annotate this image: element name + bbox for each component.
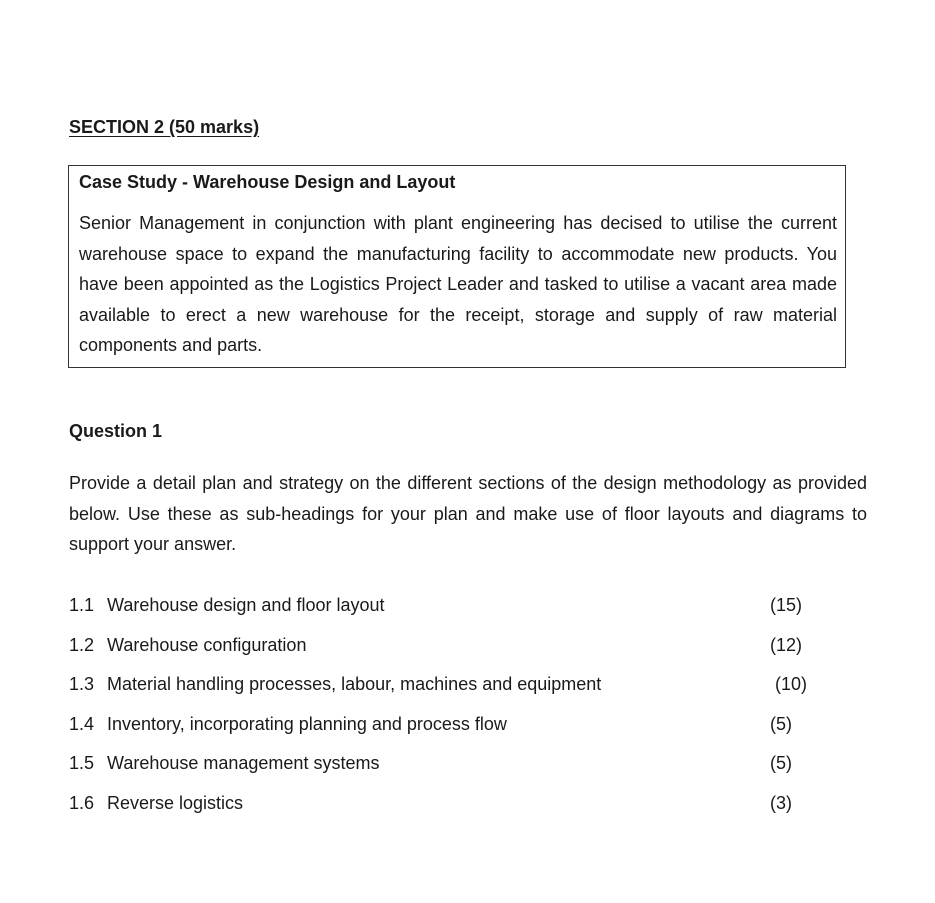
item-marks: (3) <box>770 792 792 813</box>
item-label: Inventory, incorporating planning and process flow <box>107 713 507 734</box>
case-study-title: Case Study - Warehouse Design and Layout <box>79 172 456 192</box>
item-number: 1.6 <box>69 792 95 813</box>
question-items-list <box>69 590 829 827</box>
question-heading: Question 1 <box>69 421 163 441</box>
question-item <box>69 748 829 788</box>
item-label: Warehouse configuration <box>107 634 307 655</box>
question-item <box>69 709 829 749</box>
case-study-body: Senior Management in conjunction with plant engineering has decised to utilise the current warehouse space to expand the manufacturing facility to accommodate new products. You have been appointed as the Logistics Project Leader and tasked to utilise a vacant area made available to erect a new warehouse for the receipt, storage and supply of raw material components and parts. <box>79 213 837 355</box>
question-text: Provide a detail plan and strategy on the different sections of the design methodology as provided below. Use these as sub-headings for your plan and make use of floor layouts and diagrams to support your answer. <box>69 473 867 554</box>
question-item <box>69 630 829 670</box>
item-marks: (12) <box>770 634 803 655</box>
item-marks: (5) <box>770 753 792 773</box>
case-study-box <box>68 165 846 368</box>
item-label: Warehouse design and floor layout <box>107 595 385 615</box>
item-label: Warehouse management systems <box>107 753 380 773</box>
question-item <box>69 788 829 828</box>
item-number: 1.4 <box>69 713 95 734</box>
item-number: 1.3 <box>69 674 95 694</box>
item-number: 1.1 <box>69 595 95 615</box>
item-number: 1.5 <box>69 753 95 773</box>
item-number: 1.2 <box>69 634 95 655</box>
question-item <box>69 669 829 709</box>
item-marks: (15) <box>770 595 803 615</box>
item-label: Reverse logistics <box>107 792 244 813</box>
item-label: Material handling processes, labour, machines and equipment <box>107 674 602 694</box>
section-heading: SECTION 2 (50 marks) <box>69 117 260 137</box>
item-marks: (5) <box>770 713 792 734</box>
question-item <box>69 590 829 630</box>
item-marks: (10) <box>775 674 808 694</box>
